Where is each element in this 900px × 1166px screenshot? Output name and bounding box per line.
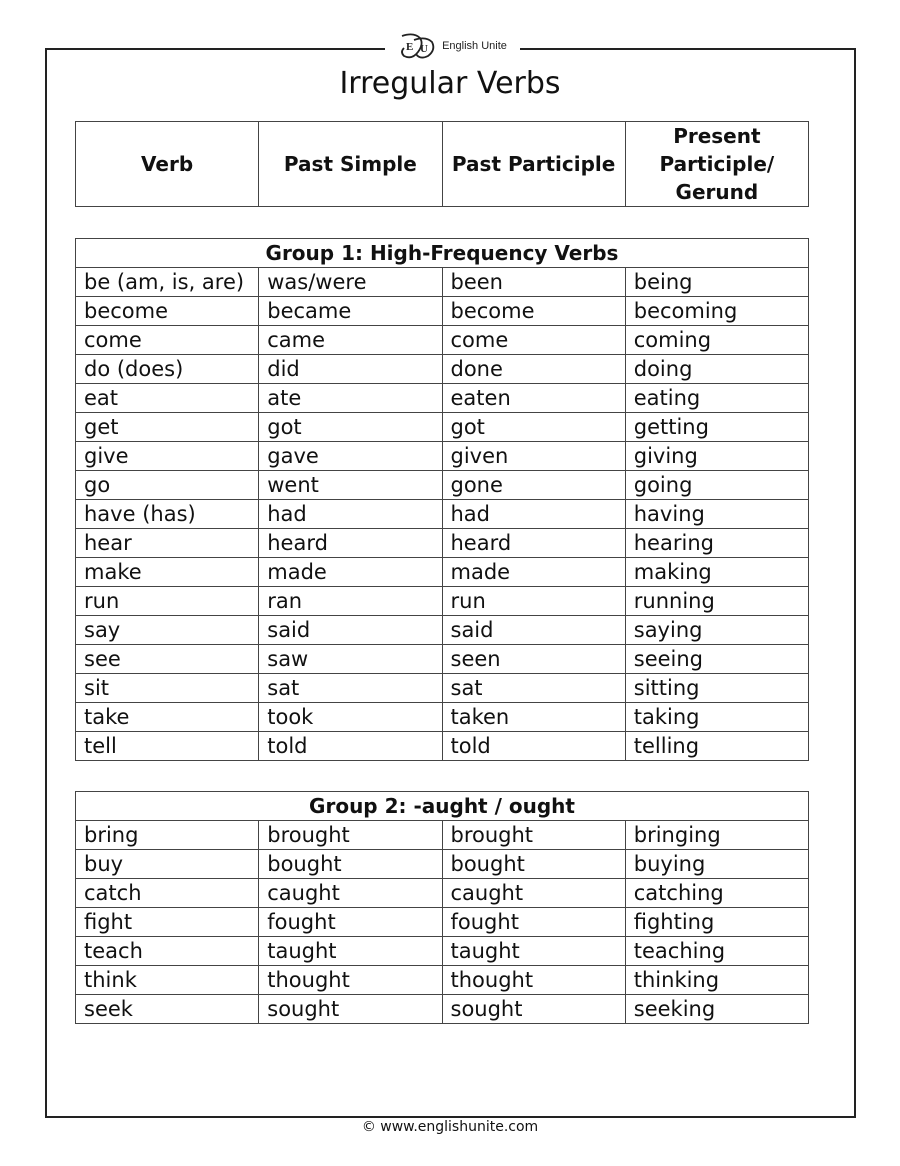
table-row (76, 529, 809, 558)
past-participle-cell: had (442, 500, 625, 529)
past-participle-cell: done (442, 355, 625, 384)
table-row (76, 616, 809, 645)
logo (385, 30, 520, 62)
past-participle-cell: seen (442, 645, 625, 674)
past-simple-cell: thought (259, 966, 442, 995)
verb-cell: become (76, 297, 259, 326)
past-participle-cell: eaten (442, 384, 625, 413)
present-participle-cell: seeking (625, 995, 808, 1024)
verb-cell: come (76, 326, 259, 355)
present-participle-cell: running (625, 587, 808, 616)
column-header-past-participle: Past Participle (442, 122, 625, 207)
eu-logo-icon (398, 30, 438, 62)
past-participle-cell: bought (442, 850, 625, 879)
past-simple-cell: became (259, 297, 442, 326)
past-participle-cell: thought (442, 966, 625, 995)
present-participle-cell: being (625, 268, 808, 297)
svg-text:U: U (420, 43, 429, 55)
present-participle-cell: eating (625, 384, 808, 413)
past-participle-cell: become (442, 297, 625, 326)
past-participle-cell: been (442, 268, 625, 297)
verb-cell: run (76, 587, 259, 616)
past-simple-cell: came (259, 326, 442, 355)
present-participle-cell: going (625, 471, 808, 500)
table-row (76, 297, 809, 326)
past-participle-cell: taken (442, 703, 625, 732)
table-row (76, 879, 809, 908)
column-header-present-participle: Present Participle/ Gerund (625, 122, 808, 207)
present-participle-cell: giving (625, 442, 808, 471)
table-row (76, 645, 809, 674)
verb-cell: eat (76, 384, 259, 413)
past-participle-cell: made (442, 558, 625, 587)
present-participle-cell: doing (625, 355, 808, 384)
present-participle-cell: becoming (625, 297, 808, 326)
verb-cell: sit (76, 674, 259, 703)
table-row (76, 268, 809, 297)
verb-cell: catch (76, 879, 259, 908)
table-row (76, 558, 809, 587)
present-participle-cell: coming (625, 326, 808, 355)
table-row (76, 326, 809, 355)
column-header-row (76, 122, 809, 207)
past-participle-cell: come (442, 326, 625, 355)
group-title: Group 1: High-Frequency Verbs (76, 239, 809, 268)
verb-cell: buy (76, 850, 259, 879)
past-simple-cell: told (259, 732, 442, 761)
table-row (76, 850, 809, 879)
past-participle-cell: caught (442, 879, 625, 908)
past-participle-cell: brought (442, 821, 625, 850)
column-header-table (75, 121, 809, 207)
past-simple-cell: got (259, 413, 442, 442)
past-participle-cell: given (442, 442, 625, 471)
present-participle-cell: bringing (625, 821, 808, 850)
table-row (76, 674, 809, 703)
past-participle-cell: fought (442, 908, 625, 937)
verb-cell: seek (76, 995, 259, 1024)
past-simple-cell: sought (259, 995, 442, 1024)
past-simple-cell: ate (259, 384, 442, 413)
past-participle-cell: said (442, 616, 625, 645)
present-participle-cell: thinking (625, 966, 808, 995)
present-participle-cell: telling (625, 732, 808, 761)
logo-text: English Unite (442, 40, 507, 52)
verb-cell: teach (76, 937, 259, 966)
present-participle-cell: catching (625, 879, 808, 908)
group-title-row (76, 239, 809, 268)
table-row (76, 937, 809, 966)
past-participle-cell: sought (442, 995, 625, 1024)
past-simple-cell: made (259, 558, 442, 587)
past-simple-cell: heard (259, 529, 442, 558)
verb-cell: give (76, 442, 259, 471)
table-row (76, 995, 809, 1024)
group-table-1 (75, 238, 809, 761)
table-row (76, 471, 809, 500)
table-row (76, 703, 809, 732)
past-simple-cell: went (259, 471, 442, 500)
svg-text:E: E (406, 41, 414, 53)
present-participle-cell: sitting (625, 674, 808, 703)
past-simple-cell: gave (259, 442, 442, 471)
page-title: Irregular Verbs (339, 66, 561, 101)
past-simple-cell: taught (259, 937, 442, 966)
verb-cell: bring (76, 821, 259, 850)
table-row (76, 384, 809, 413)
past-simple-cell: was/were (259, 268, 442, 297)
verb-cell: be (am, is, are) (76, 268, 259, 297)
verb-cell: make (76, 558, 259, 587)
verb-cell: take (76, 703, 259, 732)
verb-cell: hear (76, 529, 259, 558)
past-participle-cell: heard (442, 529, 625, 558)
present-participle-cell: taking (625, 703, 808, 732)
verb-cell: get (76, 413, 259, 442)
table-row (76, 500, 809, 529)
present-participle-cell: fighting (625, 908, 808, 937)
past-simple-cell: ran (259, 587, 442, 616)
past-simple-cell: saw (259, 645, 442, 674)
present-participle-cell: seeing (625, 645, 808, 674)
past-participle-cell: told (442, 732, 625, 761)
past-simple-cell: said (259, 616, 442, 645)
column-header-verb: Verb (76, 122, 259, 207)
table-row (76, 821, 809, 850)
present-participle-cell: saying (625, 616, 808, 645)
past-participle-cell: sat (442, 674, 625, 703)
verb-cell: think (76, 966, 259, 995)
table-row (76, 966, 809, 995)
table-row (76, 355, 809, 384)
table-row (76, 442, 809, 471)
past-simple-cell: had (259, 500, 442, 529)
present-participle-cell: hearing (625, 529, 808, 558)
group-table-2 (75, 791, 809, 1024)
table-row (76, 587, 809, 616)
past-simple-cell: took (259, 703, 442, 732)
past-simple-cell: fought (259, 908, 442, 937)
past-participle-cell: gone (442, 471, 625, 500)
verb-cell: tell (76, 732, 259, 761)
verb-cell: have (has) (76, 500, 259, 529)
table-row (76, 413, 809, 442)
past-participle-cell: run (442, 587, 625, 616)
table-row (76, 908, 809, 937)
column-header-past-simple: Past Simple (259, 122, 442, 207)
group-title: Group 2: -aught / ought (76, 792, 809, 821)
past-simple-cell: did (259, 355, 442, 384)
past-simple-cell: bought (259, 850, 442, 879)
group-title-row (76, 792, 809, 821)
footer-copyright: © www.englishunite.com (361, 1119, 539, 1135)
present-participle-cell: teaching (625, 937, 808, 966)
verb-cell: say (76, 616, 259, 645)
past-simple-cell: brought (259, 821, 442, 850)
past-simple-cell: sat (259, 674, 442, 703)
verb-cell: go (76, 471, 259, 500)
past-participle-cell: got (442, 413, 625, 442)
present-participle-cell: getting (625, 413, 808, 442)
verb-cell: do (does) (76, 355, 259, 384)
present-participle-cell: having (625, 500, 808, 529)
verb-cell: fight (76, 908, 259, 937)
present-participle-cell: making (625, 558, 808, 587)
past-participle-cell: taught (442, 937, 625, 966)
verb-cell: see (76, 645, 259, 674)
past-simple-cell: caught (259, 879, 442, 908)
table-row (76, 732, 809, 761)
present-participle-cell: buying (625, 850, 808, 879)
